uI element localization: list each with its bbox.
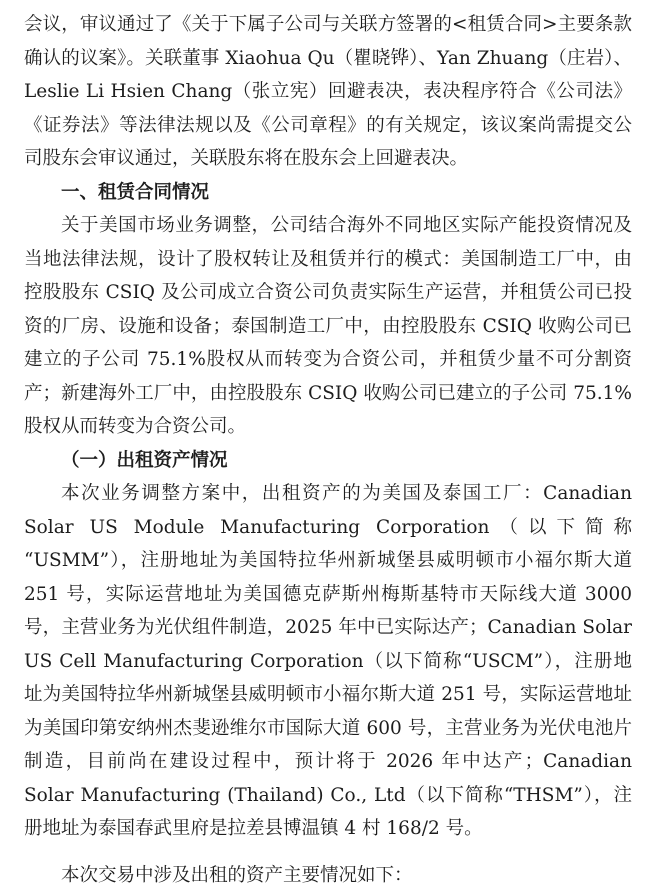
- section-heading-lease-contract: 一、租赁合同情况: [24, 176, 632, 210]
- paragraph-approval-resolution: 会议，审议通过了《关于下属子公司与关联方签署的<租赁合同>主要条款确认的议案》。关联董事 Xiaohua Qu（瞿晓铧）、Yan Zhuang（庄岩）、Leslie Li Hsien Chang（张立宪）回避表决，表决程序符合《公司法》《证券法》等法律法规以及《公司章程》的有关规定，该议案尚需提交公司股东会审议通过，关联股东将在股东会上回避表决。: [24, 8, 632, 176]
- paragraph-leased-asset-details: 本次业务调整方案中，出租资产的为美国及泰国工厂：Canadian Solar US Module Manufacturing Corporation（以下简称“USMM”），注册地址为美国特拉华州新城堡县威明顿市小福尔斯大道 251 号，实际运营地址为美国德克萨斯州梅斯基特市天际线大道 3000 号，主营业务为光伏组件制造，2025 年中已实际达产；Canadian Solar US Cell Manufacturing Corporation（以下简称“USCM”），注册地址为美国特拉华州新城堡县威明顿市小福尔斯大道 251 号，实际运营地址为美国印第安纳州杰斐逊维尔市国际大道 600 号，主营业务为光伏电池片制造，目前尚在建设过程中，预计将于 2026 年中达产；Canadian Solar Manufacturing (Thailand) Co., Ltd（以下简称“THSM”），注册地址为泰国春武里府是拉差县博温镇 4 村 168/2 号。: [24, 477, 632, 846]
- subsection-heading-leased-assets: （一）出租资产情况: [24, 444, 632, 478]
- paragraph-business-adjustment-model: 关于美国市场业务调整，公司结合海外不同地区实际产能投资情况及当地法律法规，设计了股权转让及租赁并行的模式：美国制造工厂中，由控股股东 CSIQ 及公司成立合资公司负责实际生产运营，并租赁公司已投资的厂房、设施和设备；泰国制造工厂中，由控股股东 CSIQ 收购公司已建立的子公司 75.1%股权从而转变为合资公司，并租赁少量不可分割资产；新建海外工厂中，由控股股东 CSIQ 收购公司已建立的子公司 75.1%股权从而转变为合资公司。: [24, 209, 632, 444]
- paragraph-asset-summary-intro: 本次交易中涉及出租的资产主要情况如下：: [24, 859, 632, 892]
